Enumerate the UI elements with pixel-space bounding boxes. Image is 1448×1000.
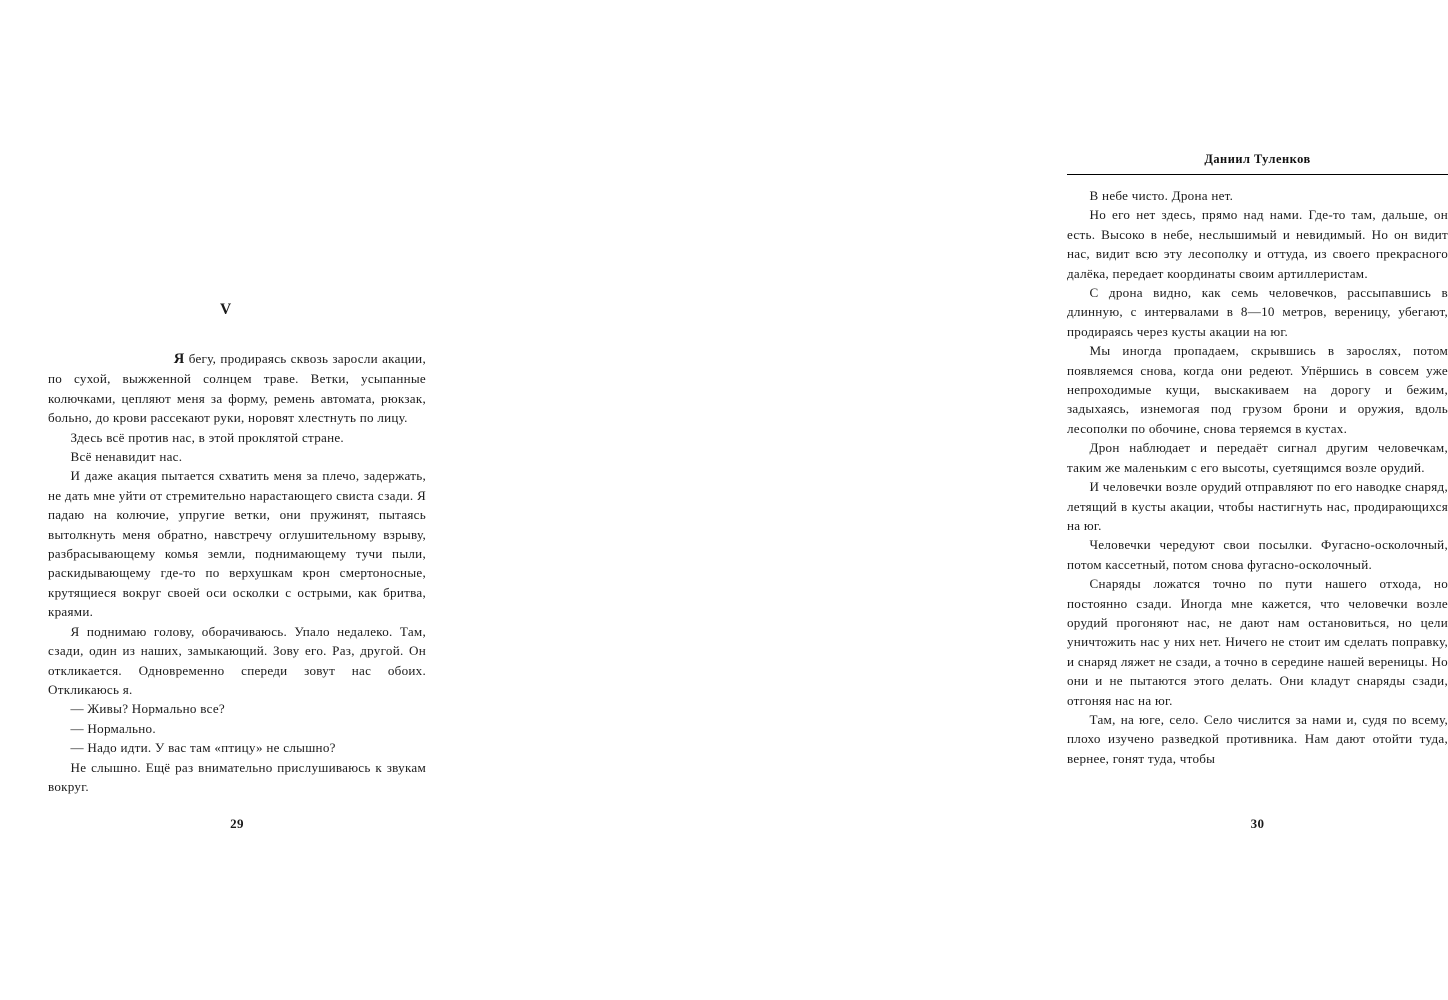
right-page xyxy=(497,0,1448,1000)
paragraph: Там, на юге, село. Село числится за нами и, судя по всему, плохо изучено разведкой противника. Нам дают отойти туда, вернее, гонят туда, чтобы xyxy=(1067,711,1448,766)
running-head-rule xyxy=(1067,174,1448,175)
chapter-number: V xyxy=(220,301,232,318)
paragraph: И человечки возле орудий отправляют по его наводке снаряд, летящий в кусты акации, чтобы настигнуть нас, продирающихся на юг. xyxy=(1067,479,1448,533)
paragraph-text: бегу, продираясь сквозь заросли акации, по сухой, выжженной солнцем траве. Ветки, усыпанные колючками, цепляют меня за форму, ремень автомата, рюкзак, больно, до крови рассекают руки, норовят хлестнуть по лицу. xyxy=(48,351,426,426)
paragraph: С дрона видно, как семь человечков, рассыпавшись в длинную, с интервалами в 8—10 метров, вереницу, убегают, продираясь через кусты акации на юг. xyxy=(1067,285,1448,339)
paragraph: Снаряды ложатся точно по пути нашего отхода, но постоянно сзади. Иногда мне кажется, что человечки возле орудий прогоняют нас, не дают нам остановиться, но цели уничтожить нас у них нет. Ничего не стоит им сделать поправку, и снаряд ляжет не сзади, а точно в середине нашей вереницы. Но они и не пытаются этого делать. Они кладут снаряды сзади, отгоняя нас на юг. xyxy=(1067,576,1448,708)
paragraph xyxy=(48,349,426,428)
dialogue-line: — Живы? Нормально все? xyxy=(70,701,225,717)
running-head-author: Даниил Туленков xyxy=(1204,152,1311,166)
paragraph: Не слышно. Ещё раз внимательно прислушиваюсь к звукам вокруг. xyxy=(48,759,426,794)
paragraph: В небе чисто. Дрона нет. xyxy=(1089,188,1234,203)
paragraph: Человечки чередуют свои посылки. Фугасно-осколочный, потом кассетный, потом снова фугасно-осколочный. xyxy=(1067,537,1448,572)
chapter-spacer xyxy=(48,319,426,349)
dialogue-line: — Нормально. xyxy=(70,720,156,736)
page-number: 30 xyxy=(1250,816,1265,831)
right-page-text-column xyxy=(1067,186,1448,768)
paragraph: И даже акация пытается схватить меня за плечо, задержать, не дать мне уйти от стремительно нарастающего свиста сзади. Я падаю на колючие, упругие ветки, они пружинят, пытаясь вытолкнуть меня обратно, навстречу оглушительному взрыву, разбрасывающему комья земли, поднимающему тучи пыли, раскидывающему где-то по верхушкам крон смертоносные, крутящиеся вокруг своей оси осколки с острыми, как бритва, краями. xyxy=(48,468,426,620)
paragraph: Я поднимаю голову, оборачиваюсь. Упало недалеко. Там, сзади, один из наших, замыкающий. Зову его. Раз, другой. Он откликается. Одновременно спереди зовут нас обоих. Откликаюсь я. xyxy=(48,623,426,697)
paragraph: Дрон наблюдает и передаёт сигнал другим человечкам, таким же маленьким с его высоты, суетящимся возле орудий. xyxy=(1067,440,1448,475)
paragraph: Но его нет здесь, прямо над нами. Где-то там, дальше, он есть. Высоко в небе, неслышимый и невидимый. Но он видит нас, видит всю эту лесополку и оттуда, из своего прекрасного далёка, передает координаты своим артиллеристам. xyxy=(1067,207,1448,281)
paragraph: Мы иногда пропадаем, скрывшись в зарослях, потом появляемся снова, когда они редеют. Упёршись в совсем уже непроходимые кущи, выскакиваем на дорогу и бежим, задыхаясь, изнемогая под грузом брони и оружия, вдоль лесополки по обочине, снова теряемся в кустах. xyxy=(1067,343,1448,436)
left-page xyxy=(0,0,497,1000)
paragraph: Всё ненавидит нас. xyxy=(70,449,183,465)
paragraph: Здесь всё против нас, в этой проклятой стране. xyxy=(70,429,344,445)
lead-capital: Я xyxy=(173,351,185,367)
left-page-text-column xyxy=(48,300,426,796)
dialogue-line: — Надо идти. У вас там «птицу» не слышно? xyxy=(70,740,336,756)
page-number: 29 xyxy=(230,816,244,831)
